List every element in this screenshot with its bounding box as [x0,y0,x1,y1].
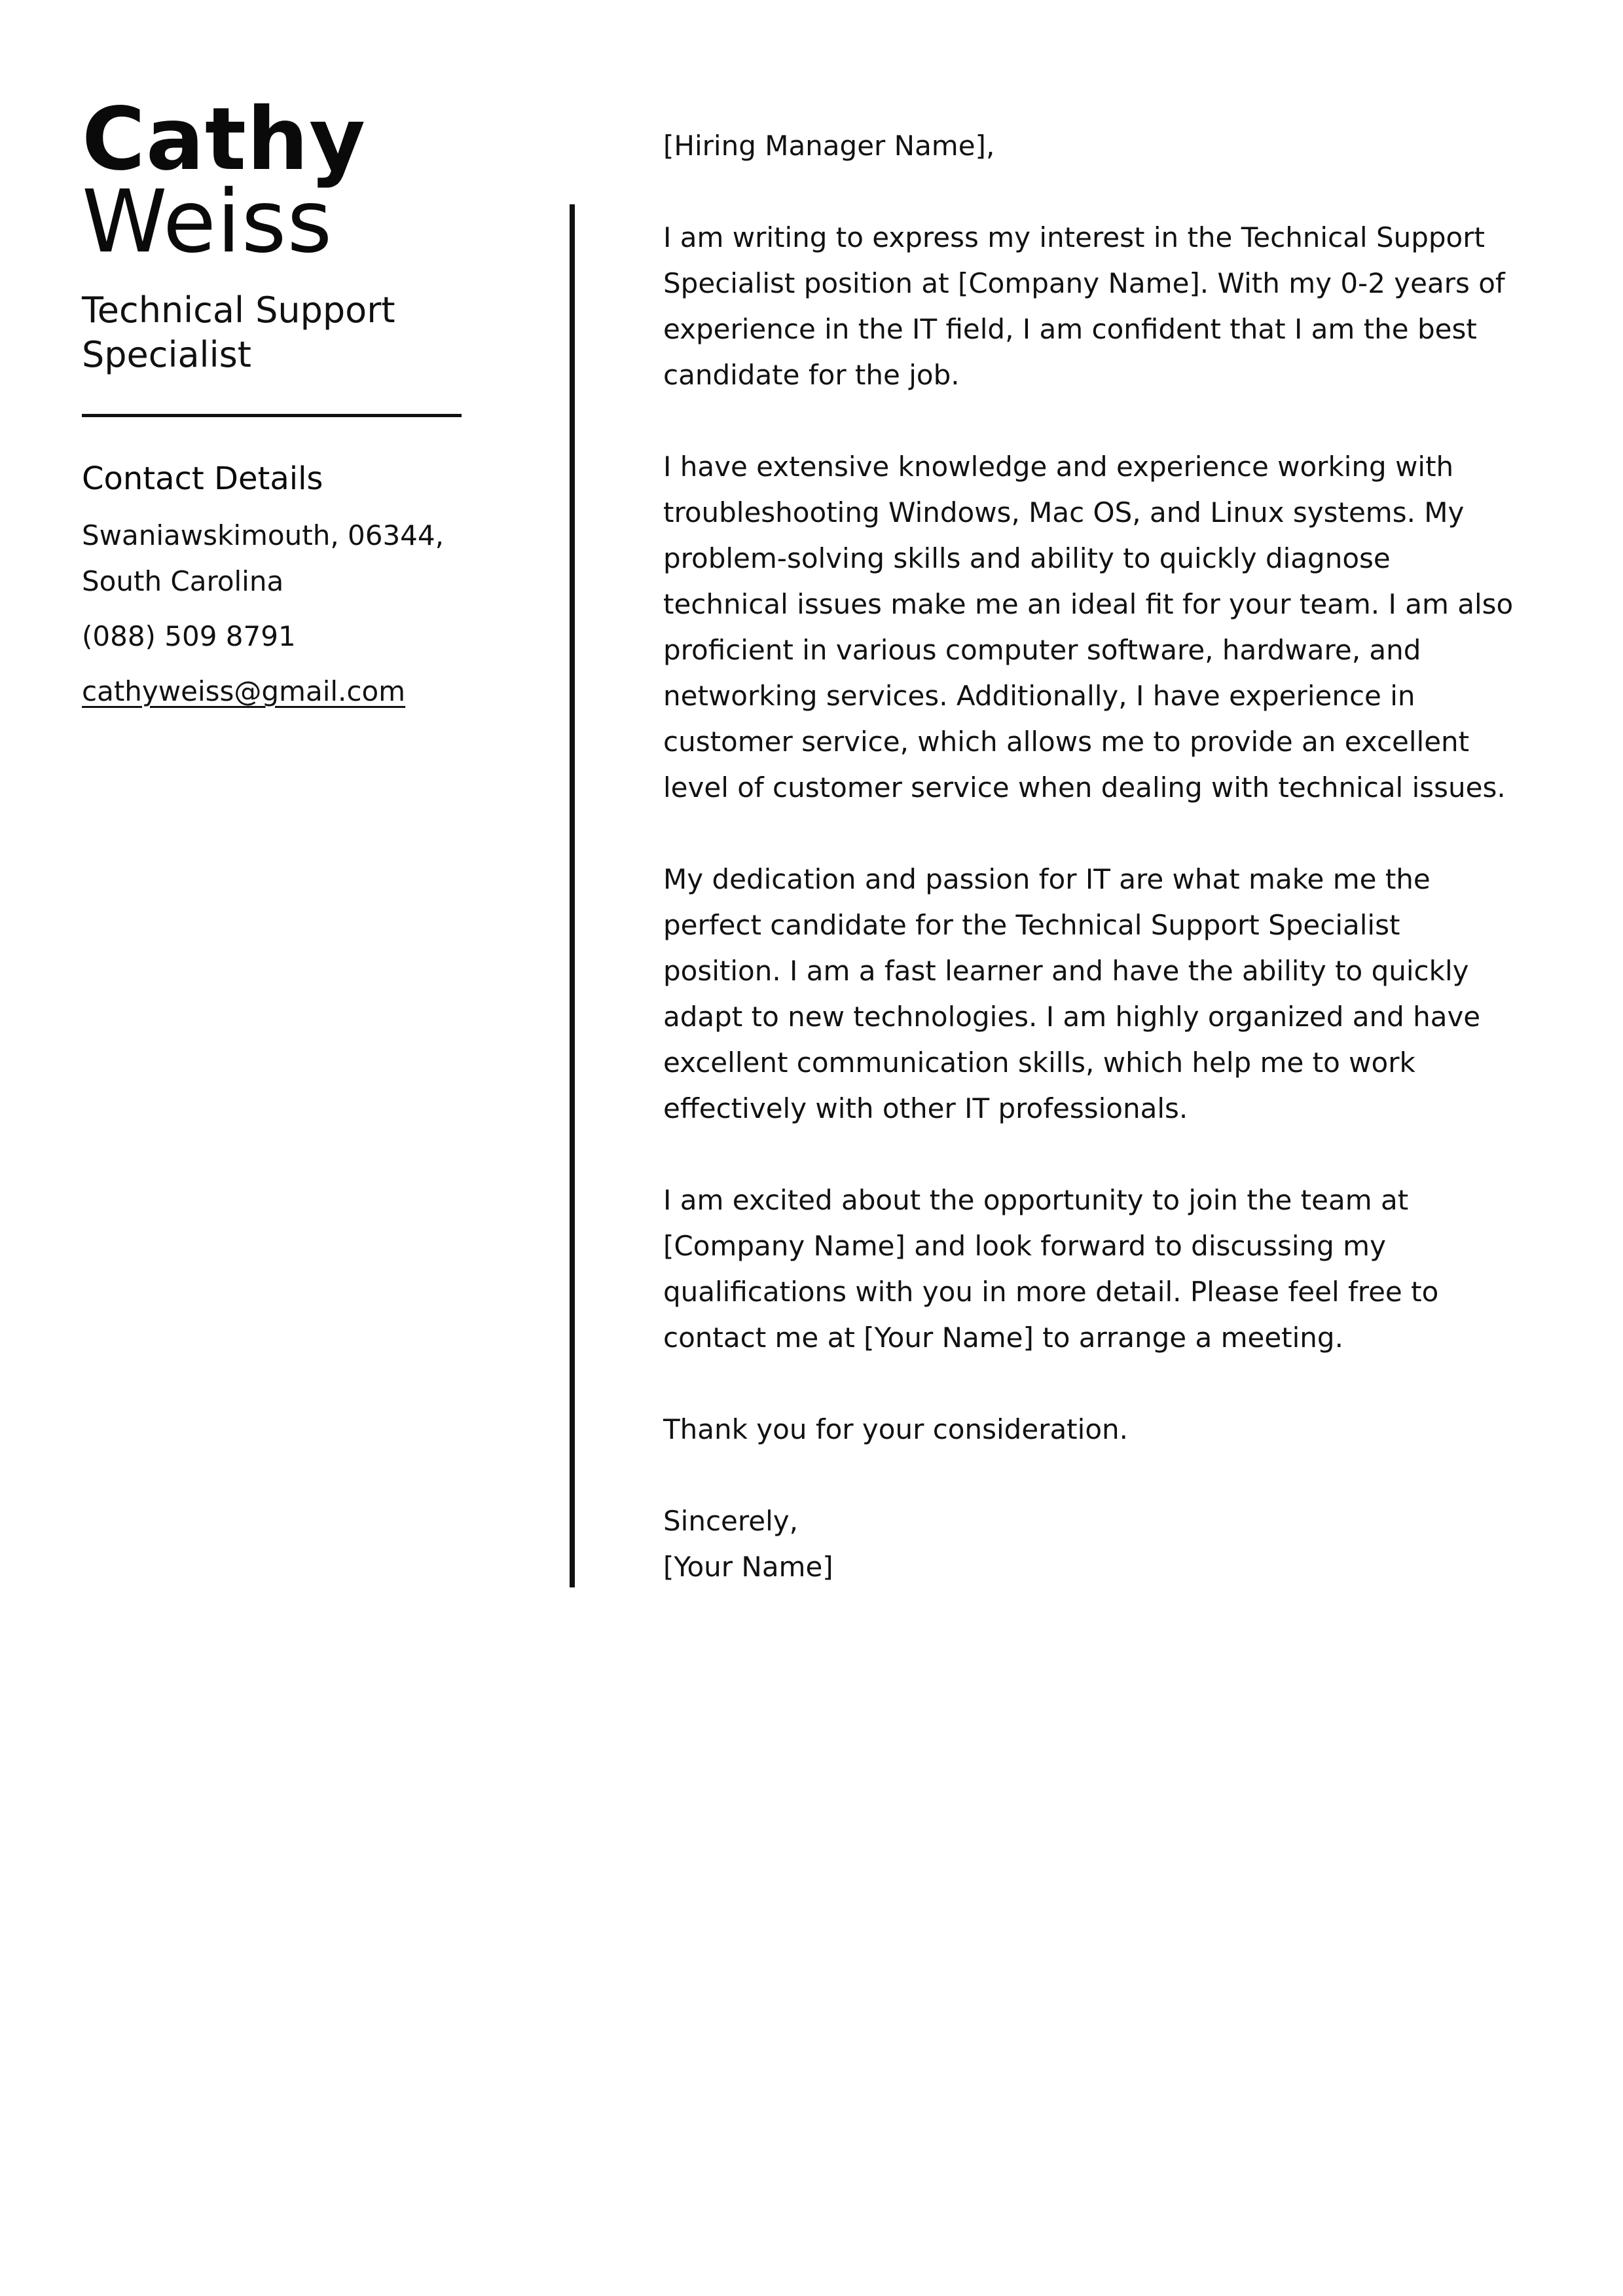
applicant-name [82,89,475,272]
address-line-1: Swaniawskimouth, 06344, [82,519,444,551]
thanks-line: Thank you for your consideration. [663,1413,1128,1445]
closing: Sincerely, [663,1505,798,1537]
contact-address [82,513,475,604]
first-name: Cathy [82,89,367,190]
sidebar-divider [82,414,462,417]
signature: [Your Name] [663,1551,833,1583]
vertical-divider [570,204,575,1587]
closing-block [663,1498,1514,1590]
sidebar [82,89,475,714]
address-line-2: South Carolina [82,565,284,597]
contact-heading: Contact Details [82,460,323,497]
letter-paragraph-3: My dedication and passion for IT are what make me the perfect candidate for the Technical Support Specialist position. I am a fast learner and have the ability to quickly adapt to new technologies. I am highly organized and have excellent communication skills, which help me to work effectively with other IT professionals. [663,863,1481,1124]
contact-phone: (088) 509 8791 [82,620,296,652]
last-name: Weiss [82,172,333,272]
contact-email-link[interactable]: cathyweiss@gmail.com [82,675,406,707]
letter-paragraph-1: I am writing to express my interest in the Technical Support Specialist position at [Company Name]. With my 0-2 years of experience in the IT field, I am confident that I am the best candidate for the job. [663,221,1505,391]
letter-paragraph-2: I have extensive knowledge and experience working with troubleshooting Windows, Mac OS, and Linux systems. My problem-solving skills and ability to quickly diagnose technical issues make me an ideal fit for your team. I am also proficient in various computer software, hardware, and networking services. Additionally, I have experience in customer service, which allows me to provide an excellent level of customer service when dealing with technical issues. [663,451,1514,804]
job-title: Technical Support Specialist [82,289,395,375]
salutation: [Hiring Manager Name], [663,130,995,162]
letter-paragraph-4: I am excited about the opportunity to join the team at [Company Name] and look forward to discussing my qualifications with you in more detail. Please feel free to contact me at [Your Name] to arrange a meeting. [663,1184,1439,1354]
letter-body [663,123,1514,1590]
